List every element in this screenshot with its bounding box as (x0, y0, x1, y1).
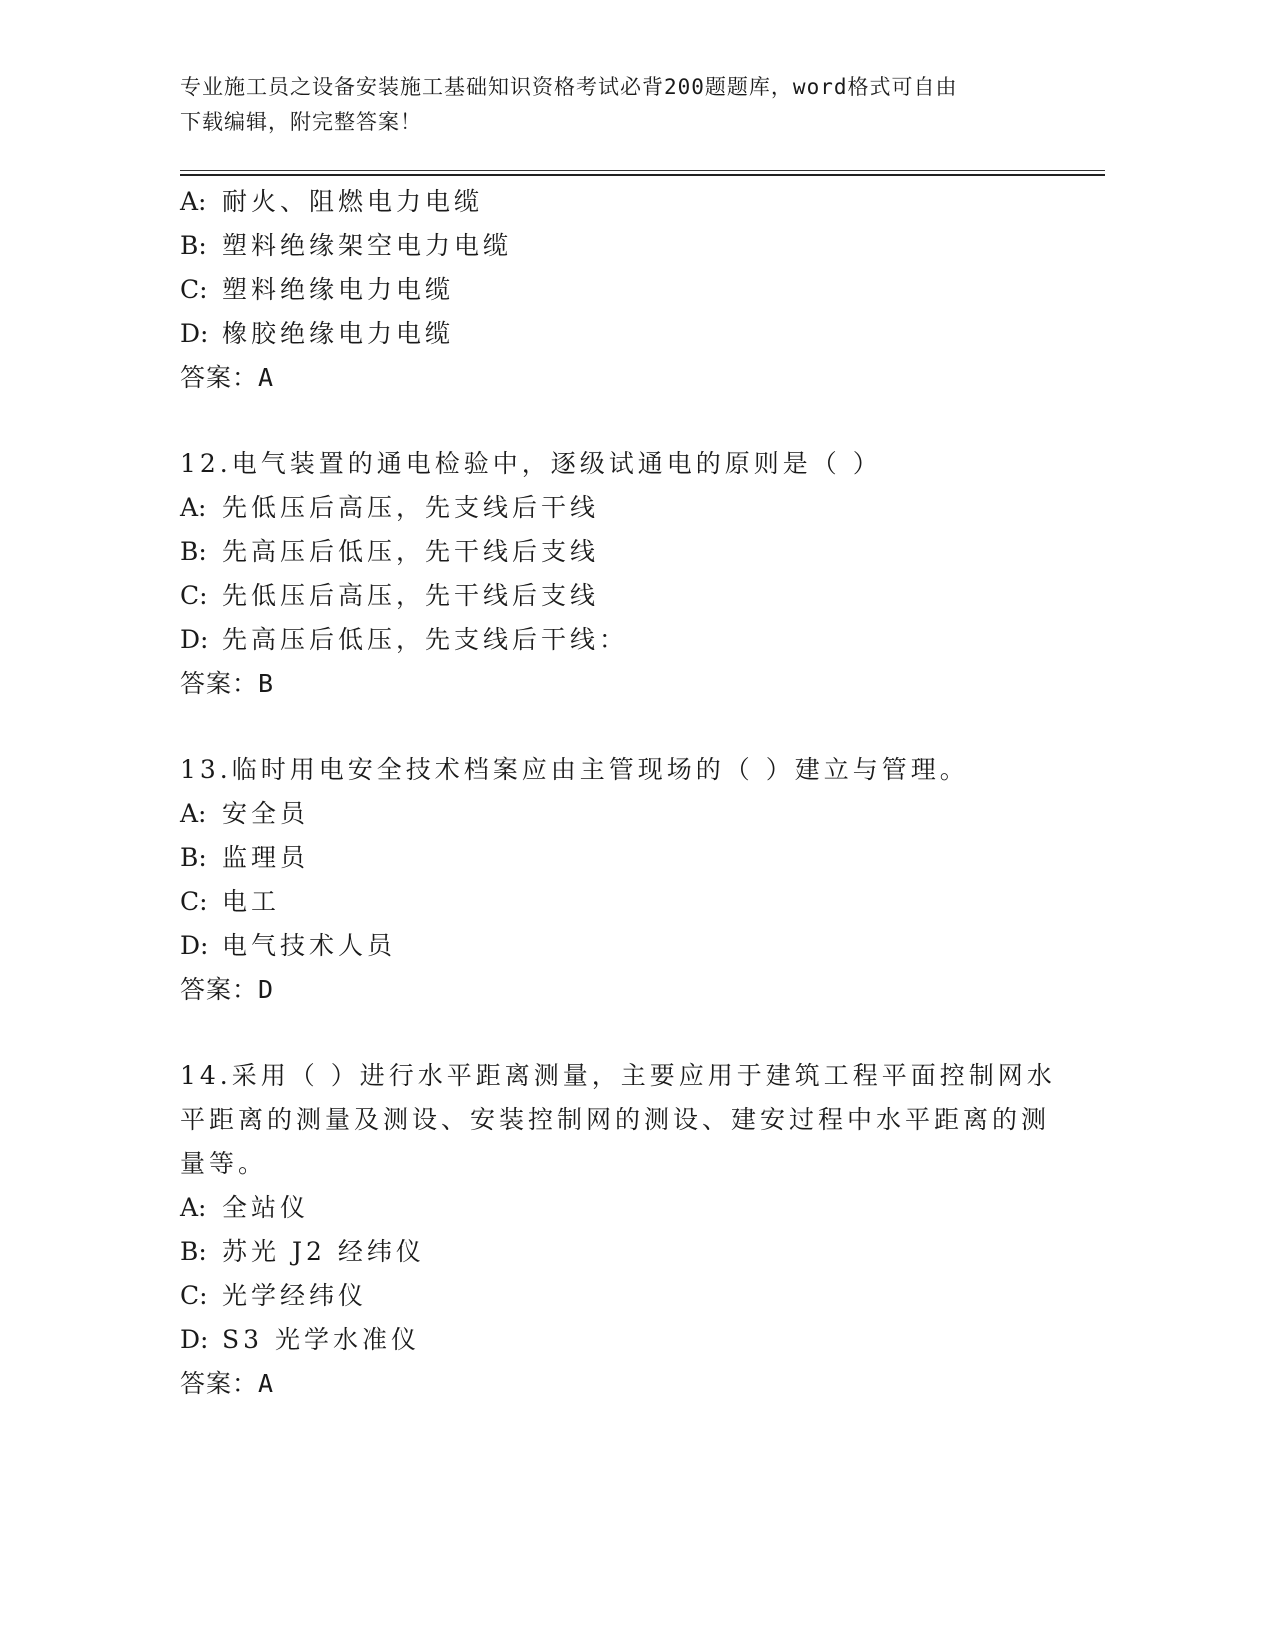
option-letter: C: (180, 1281, 208, 1310)
option-c (180, 268, 1040, 312)
question-block-11 (180, 180, 1040, 400)
header-divider-thin (180, 170, 1105, 171)
question-stem-line-2: 平距离的测量及测设、安装控制网的测设、建安过程中水平距离的测 (180, 1105, 1051, 1134)
block-spacer (180, 706, 1040, 748)
question-block-14 (180, 1054, 1056, 1406)
answer-label: 答案： (180, 1369, 259, 1398)
option-letter: B: (180, 231, 207, 260)
option-a (180, 792, 1040, 836)
answer-line (180, 662, 1040, 706)
answer-line (180, 968, 1040, 1012)
question-stem: 12.电气装置的通电检验中，逐级试通电的原则是（ ） (180, 449, 882, 478)
option-letter: D: (180, 1325, 209, 1354)
block-spacer (180, 1012, 1040, 1054)
answer-value: A (258, 1369, 275, 1398)
header-title-line-2: 下载编辑，附完整答案！ (180, 110, 422, 134)
option-text: 耐火、阻燃电力电缆 (222, 187, 484, 216)
option-text: 先高压后低压，先干线后支线 (222, 537, 600, 566)
option-text: 苏光 J2 经纬仪 (222, 1237, 425, 1266)
option-letter: A: (180, 799, 207, 828)
option-b (180, 836, 1040, 880)
question-block-12 (180, 442, 1040, 706)
option-text: 先低压后高压，先干线后支线 (222, 581, 600, 610)
option-letter: B: (180, 843, 207, 872)
option-text: 塑料绝缘架空电力电缆 (222, 231, 513, 260)
option-c (180, 880, 1040, 924)
option-letter: A: (180, 1193, 207, 1222)
header-divider-thick (180, 174, 1105, 176)
option-letter: B: (180, 1237, 207, 1266)
option-text: 安全员 (222, 799, 310, 828)
option-c (180, 574, 1040, 618)
answer-label: 答案： (180, 363, 259, 392)
document-header (180, 70, 1060, 140)
option-c (180, 1274, 1040, 1318)
option-text: 电气技术人员 (222, 931, 397, 960)
option-text: 先低压后高压，先支线后干线 (222, 493, 600, 522)
answer-line (180, 356, 1040, 400)
option-d (180, 312, 1040, 356)
question-block-13 (180, 748, 1040, 1012)
option-b (180, 224, 1040, 268)
option-text: 塑料绝缘电力电缆 (222, 275, 455, 304)
option-letter: B: (180, 537, 207, 566)
answer-label: 答案： (180, 975, 259, 1004)
header-title-line-1: 专业施工员之设备安装施工基础知识资格考试必背200题题库，word格式可自由 (180, 75, 958, 99)
question-stem: 13.临时用电安全技术档案应由主管现场的（ ）建立与管理。 (180, 755, 969, 784)
answer-value: A (258, 363, 275, 392)
option-letter: C: (180, 275, 208, 304)
option-text: 橡胶绝缘电力电缆 (222, 319, 455, 348)
option-text: S3 光学水准仪 (222, 1325, 420, 1354)
option-letter: A: (180, 187, 207, 216)
option-letter: C: (180, 887, 208, 916)
option-b (180, 530, 1040, 574)
option-a (180, 180, 1040, 224)
option-letter: D: (180, 319, 209, 348)
block-spacer (180, 400, 1040, 442)
option-d (180, 1318, 1040, 1362)
question-stem-line-1: 14.采用（ ）进行水平距离测量，主要应用于建筑工程平面控制网水 (180, 1061, 1056, 1090)
question-stem-line-3: 量等。 (180, 1149, 268, 1178)
option-d (180, 618, 1040, 662)
option-a (180, 1186, 1040, 1230)
option-b (180, 1230, 1040, 1274)
option-letter: D: (180, 625, 209, 654)
answer-line (180, 1362, 1040, 1406)
option-letter: D: (180, 931, 209, 960)
option-letter: C: (180, 581, 208, 610)
option-text: 电工 (222, 887, 281, 916)
answer-label: 答案： (180, 669, 259, 698)
option-letter: A: (180, 493, 207, 522)
option-text: 监理员 (222, 843, 310, 872)
answer-value: B (258, 669, 275, 698)
option-d (180, 924, 1040, 968)
question-list (180, 180, 1056, 1406)
option-text: 全站仪 (222, 1193, 310, 1222)
answer-value: D (258, 975, 275, 1004)
option-text: 光学经纬仪 (222, 1281, 368, 1310)
option-text: 先高压后低压，先支线后干线： (222, 625, 629, 654)
option-a (180, 486, 1040, 530)
